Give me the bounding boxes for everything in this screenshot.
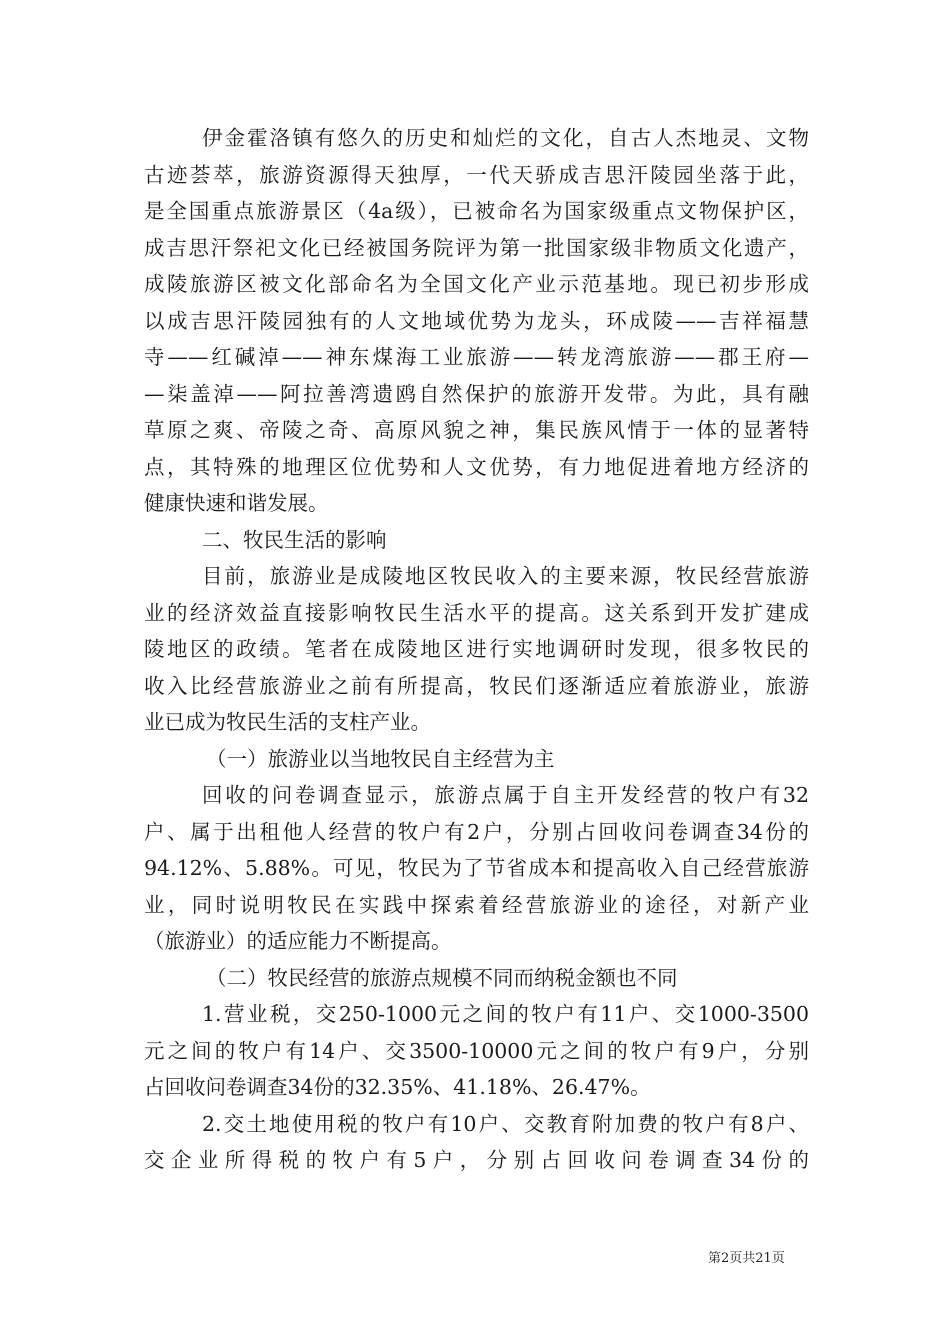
paragraph-1-line-5: 成陵旅游区被文化部命名为全国文化产业示范基地。现已初步形成 [144, 272, 809, 296]
page-number-footer: 第2页共21页 [708, 1251, 785, 1266]
paragraph-1-line-6: 以成吉思汗陵园独有的人文地域优势为龙头，环成陵——吉祥福慧 [144, 308, 809, 333]
paragraph-1-line-11: 健康快速和谐发展。 [144, 491, 329, 515]
paragraph-5-line-2: 交企业所得税的牧户有5户，分别占回收问卷调查34份的 [144, 1148, 809, 1172]
subsection-heading-2: （二）牧民经营的旅游点规模不同而纳税金额也不同 [206, 965, 678, 990]
paragraph-1-line-2: 古迹荟萃，旅游资源得天独厚，一代天骄成吉思汗陵园坐落于此， [144, 162, 809, 187]
paragraph-1-line-1: 伊金霍洛镇有悠久的历史和灿烂的文化，自古人杰地灵、文物 [202, 126, 809, 150]
paragraph-4-line-3: 占回收问卷调查34份的32.35%、41.18%、26.47%。 [144, 1075, 651, 1099]
paragraph-2-line-5: 业已成为牧民生活的支柱产业。 [144, 710, 431, 734]
paragraph-2-line-3: 陵地区的政绩。笔者在成陵地区进行实地调研时发现，很多牧民的 [144, 637, 809, 661]
section-heading: 二、牧民生活的影响 [202, 527, 387, 552]
paragraph-3-line-1: 回收的问卷调查显示，旅游点属于自主开发经营的牧户有32 [202, 783, 809, 807]
paragraph-3-line-4: 业，同时说明牧民在实践中探索着经营旅游业的途径，对新产业 [144, 892, 809, 917]
paragraph-3-line-5: （旅游业）的适应能力不断提高。 [144, 929, 452, 953]
paragraph-1-line-3: 是全国重点旅游景区（4a级），已被命名为国家级重点文物保护区， [144, 199, 809, 223]
paragraph-3-line-2: 户、属于出租他人经营的牧户有2户，分别占回收问卷调查34份的 [144, 819, 809, 844]
paragraph-4-line-2: 元之间的牧户有14户、交3500-10000元之间的牧户有9户，分别 [144, 1038, 809, 1063]
paragraph-1-line-10: 点，其特殊的地理区位优势和人文优势，有力地促进着地方经济的 [144, 454, 809, 479]
paragraph-1-line-8: —柒盖淖——阿拉善湾遗鸥自然保护的旅游开发带。为此，具有融 [144, 381, 809, 406]
paragraph-4-line-1: 1.营业税，交250-1000元之间的牧户有11户、交1000-3500 [202, 1002, 809, 1026]
paragraph-3-line-3: 94.12%、5.88%。可见，牧民为了节省成本和提高收入自己经营旅游 [144, 856, 809, 880]
document-body [144, 120, 809, 1179]
paragraph-1-line-7: 寺——红碱淖——神东煤海工业旅游——转龙湾旅游——郡王府— [144, 345, 809, 369]
subsection-heading-1: （一）旅游业以当地牧民自主经营为主 [206, 746, 555, 771]
paragraph-2-line-4: 收入比经营旅游业之前有所提高，牧民们逐渐适应着旅游业，旅游 [144, 673, 809, 698]
paragraph-5-line-1: 2.交土地使用税的牧户有10户、交教育附加费的牧户有8户、 [202, 1111, 809, 1136]
paragraph-1-line-4: 成吉思汗祭祀文化已经被国务院评为第一批国家级非物质文化遗产， [144, 235, 809, 260]
paragraph-1-line-9: 草原之爽、帝陵之奇、高原风貌之神，集民族风情于一体的显著特 [144, 418, 809, 442]
paragraph-2-line-2: 业的经济效益直接影响牧民生活水平的提高。这关系到开发扩建成 [144, 600, 809, 625]
paragraph-2-line-1: 目前，旅游业是成陵地区牧民收入的主要来源，牧民经营旅游 [202, 564, 809, 588]
